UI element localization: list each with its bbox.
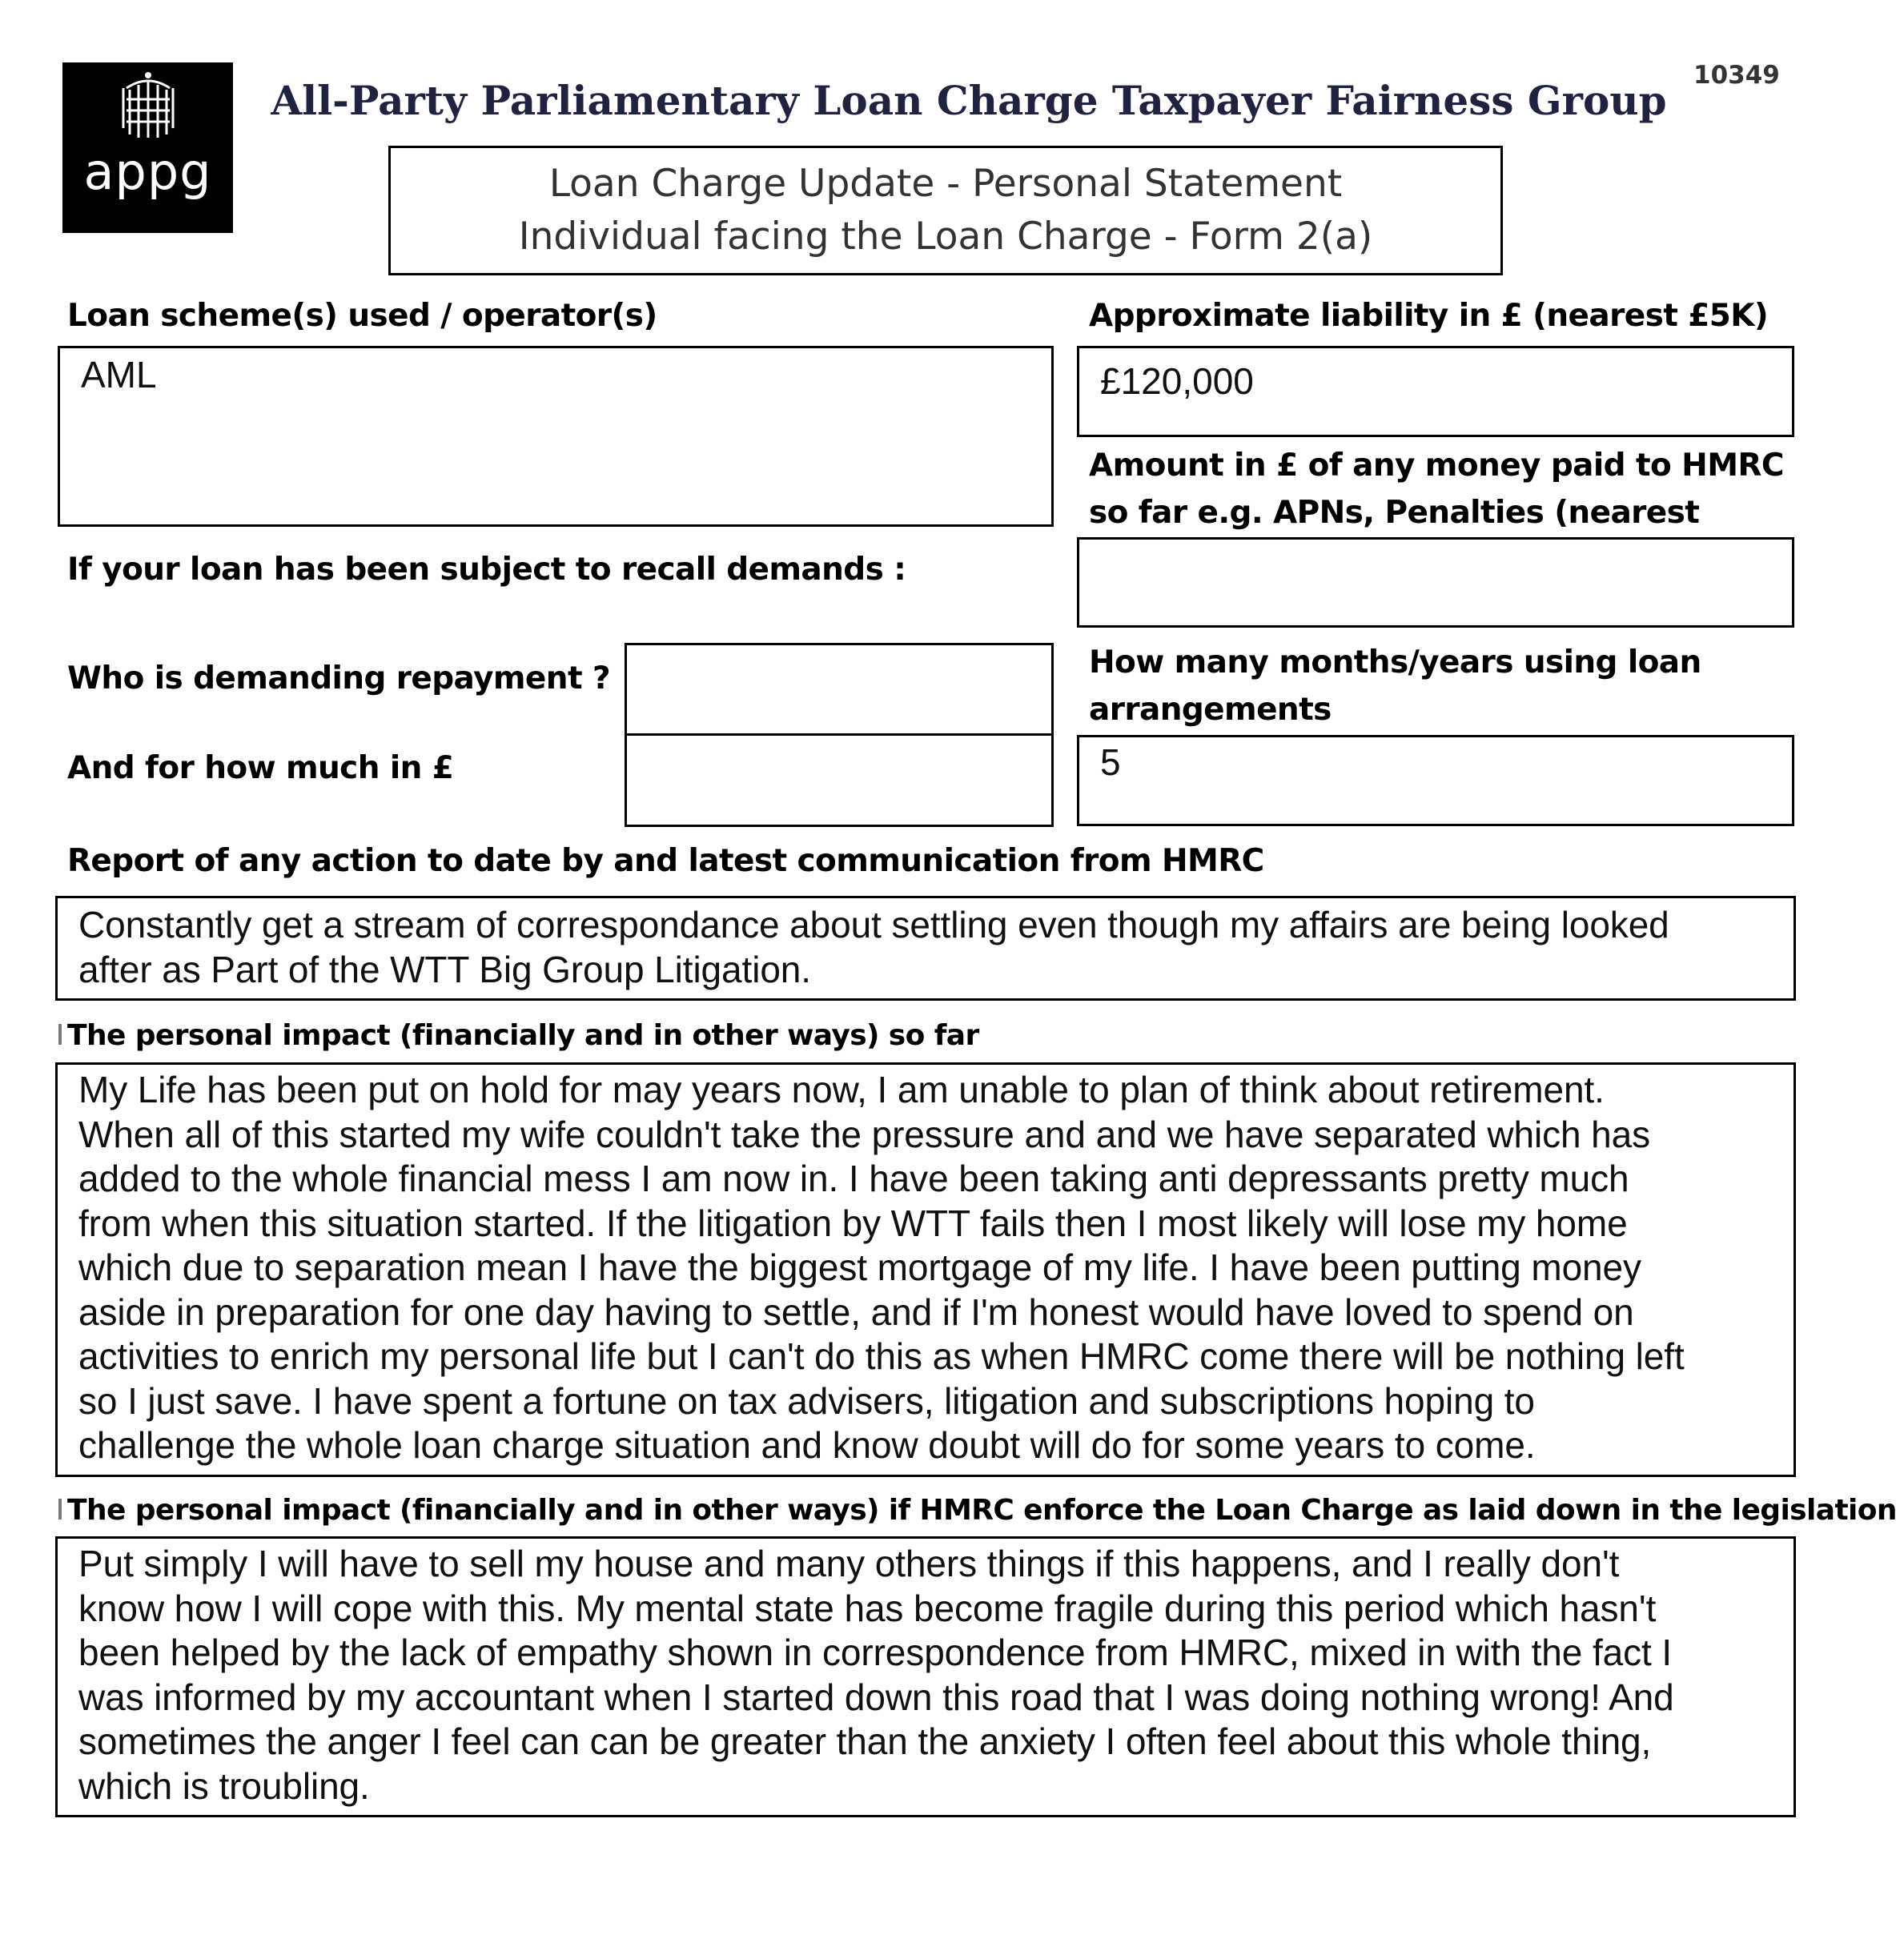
how-much-label: And for how much in £ (67, 750, 454, 786)
amount-paid-field[interactable] (1077, 537, 1794, 628)
portcullis-icon (120, 70, 176, 141)
impact-so-far-field[interactable] (55, 1062, 1796, 1477)
hmrc-report-label: Report of any action to date by and latest communication from HMRC (67, 843, 1264, 879)
impact-enforce-value: Put simply I will have to sell my house and many others things if this happens, and I really don't know how I will cope with this. My mental state has become fragile during this period which hasn't been helped by the lack of empathy shown in correspondence from HMRC, mixed in with the fact I was informed by my accountant when I started down this road that I was doing nothing wrong! And sometimes the anger I feel can can be greater than the anxiety I often feel about this whole thing, which is troubling. (78, 1543, 1674, 1807)
form-title-line1: Loan Charge Update - Personal Statement (548, 162, 1343, 206)
hmrc-report-value: Constantly get a stream of correspondance about settling even though my affairs are being looked after as Part of the WTT Big Group Litigation. (78, 904, 1669, 990)
who-demanding-label: Who is demanding repayment ? (67, 660, 610, 697)
months-label: How many months/years using loan arrangements (1089, 644, 1701, 728)
logo-text: appg (83, 143, 212, 201)
loan-scheme-field[interactable] (58, 346, 1054, 527)
recall-label: If your loan has been subject to recall demands : (67, 552, 906, 588)
impact-so-far-value: My Life has been put on hold for may years now, I am unable to plan of think about retirement. When all of this started my wife couldn't take the pressure and and we have separated which has added to the whole financial mess I am now in. I have been taking anti depressants pretty much from when this situation started. If the litigation by WTT fails then I most likely will lose my home which due to separation mean I have the biggest mortgage of my life. I have been putting money aside in preparation for one day having to settle, and if I'm honest would have loved to spend on activities to enrich my personal life but I can't do this as when HMRC come there will be nothing left so I just save. I have spent a fortune on tax advisers, litigation and subscriptions hoping to challenge the whole loan charge situation and know doubt will do for some years to come. (78, 1069, 1685, 1466)
impact-so-far-label: The personal impact (financially and in other ways) so far (67, 1019, 979, 1052)
group-title: All-Party Parliamentary Loan Charge Taxpayer Fairness Group (271, 77, 1667, 124)
who-demanding-field[interactable] (625, 643, 1054, 736)
impact-enforce-field[interactable] (55, 1536, 1796, 1817)
loan-scheme-value: AML (81, 354, 157, 395)
hmrc-report-field[interactable] (55, 896, 1796, 1001)
liability-field[interactable] (1077, 346, 1794, 437)
label-marker (58, 1024, 62, 1045)
appg-logo (62, 62, 233, 233)
loan-scheme-label: Loan scheme(s) used / operator(s) (67, 298, 657, 334)
months-field[interactable] (1077, 735, 1794, 826)
label-marker (58, 1499, 62, 1519)
form-title-box (388, 146, 1503, 275)
months-value: 5 (1100, 741, 1121, 783)
form-title-line2: Individual facing the Loan Charge - Form 2(a) (518, 215, 1373, 259)
how-much-field[interactable] (625, 733, 1054, 827)
impact-enforce-label: The personal impact (financially and in other ways) if HMRC enforce the Loan Charge as laid down in the legislation (67, 1494, 1897, 1527)
liability-value: £120,000 (1100, 360, 1254, 402)
form-number: 10349 (1693, 61, 1780, 90)
liability-label: Approximate liability in £ (nearest £5K) (1089, 298, 1769, 334)
amount-paid-label: Amount in £ of any money paid to HMRC so far e.g. APNs, Penalties (nearest (1089, 448, 1784, 531)
